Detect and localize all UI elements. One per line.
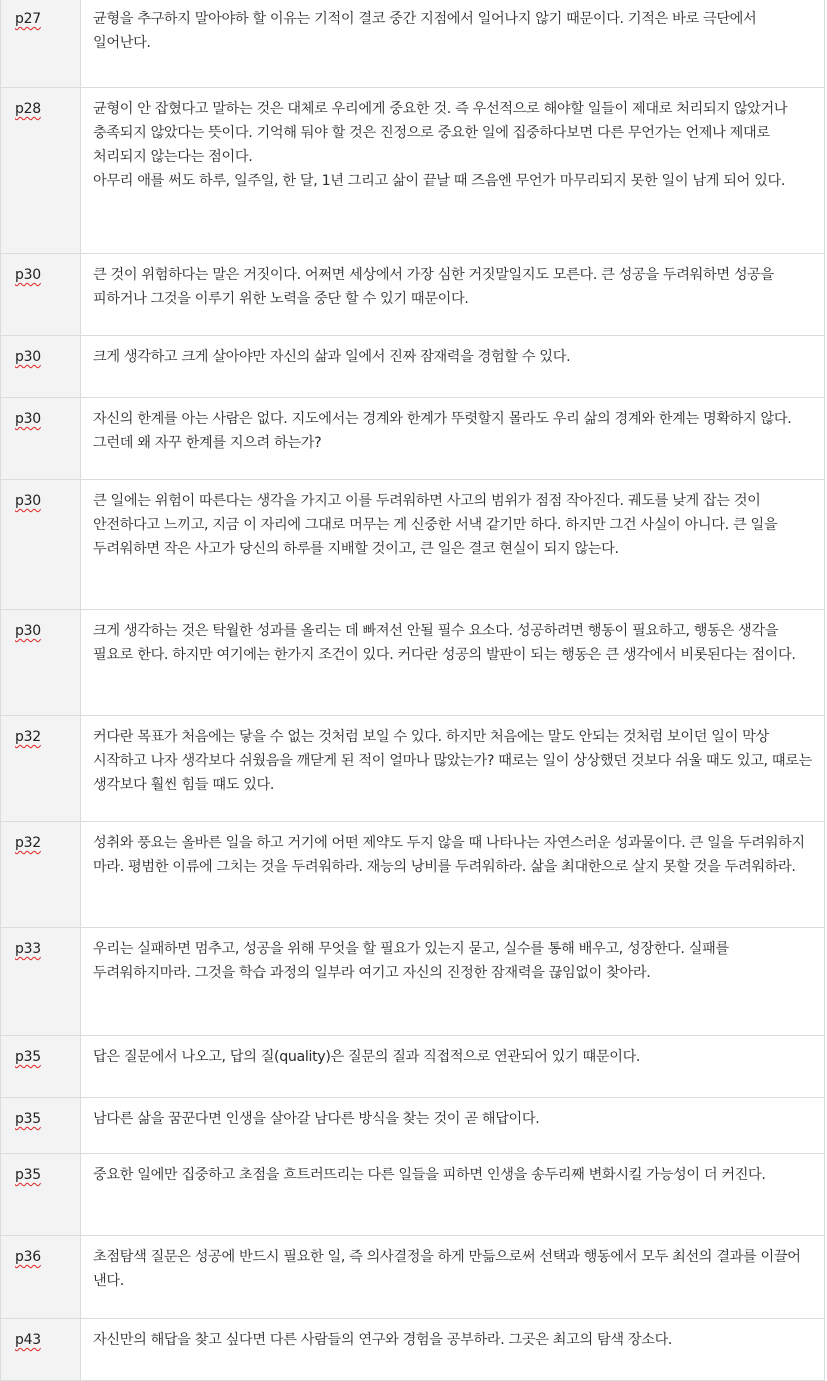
table-row bbox=[1, 1154, 825, 1236]
table-row bbox=[1, 398, 825, 480]
note-text: 초점탐색 질문은 성공에 반드시 필요한 일, 즉 의사결정을 하게 만듦으로써 선택과 행동에서 모두 최선의 결과를 이끌어 낸다. bbox=[81, 1236, 825, 1319]
page-ref: p32 bbox=[15, 729, 41, 745]
table-row bbox=[1, 1319, 825, 1381]
note-text: 커다란 목표가 처음에는 닿을 수 없는 것처럼 보일 수 있다. 하지만 처음에는 말도 안되는 것처럼 보이던 일이 막상 시작하고 나자 생각보다 쉬웠음을 깨닫게 된 적이 얼마나 많았는가? 때로는 일이 상상했던 것보다 쉬울 때도 있고, 떄로는 생각보다 훨씬 힘들 떄도 있다. bbox=[81, 716, 825, 822]
table-row bbox=[1, 0, 825, 88]
page-ref-cell bbox=[1, 1036, 81, 1098]
note-text: 자신만의 해답을 찾고 싶다면 다른 사람들의 연구와 경험을 공부하라. 그곳은 최고의 탐색 장소다. bbox=[81, 1319, 825, 1381]
page-ref: p30 bbox=[15, 267, 41, 283]
table-row bbox=[1, 822, 825, 928]
page-ref-cell bbox=[1, 336, 81, 398]
page-ref: p28 bbox=[15, 101, 41, 117]
table-row bbox=[1, 610, 825, 716]
note-text: 큰 일에는 위험이 따른다는 생각을 가지고 이를 두려워하면 사고의 범위가 점점 작아진다. 궤도를 낮게 잡는 것이 안전하다고 느끼고, 지금 이 자리에 그대로 머무는 게 신중한 서낵 같기만 하다. 하지만 그건 사실이 아니다. 큰 일을 두려워하면 작은 사고가 당신의 하루를 지배할 것이고, 큰 일은 결코 현실이 되지 않는다. bbox=[81, 480, 825, 610]
page-ref-cell bbox=[1, 480, 81, 610]
table-row bbox=[1, 1098, 825, 1154]
page-ref: p30 bbox=[15, 349, 41, 365]
page-ref-cell bbox=[1, 398, 81, 480]
page-ref: p30 bbox=[15, 623, 41, 639]
page-ref-cell bbox=[1, 822, 81, 928]
page-ref: p33 bbox=[15, 941, 41, 957]
page-ref: p30 bbox=[15, 411, 41, 427]
table-row bbox=[1, 336, 825, 398]
note-text: 균형을 추구하지 말아야하 할 이유는 기적이 결코 중간 지점에서 일어나지 않기 때문이다. 기적은 바로 극단에서 일어난다. bbox=[81, 0, 825, 88]
note-text: 크게 생각하는 것은 탁월한 성과를 올리는 데 빠져선 안될 필수 요소다. 성공하려면 행동이 필요하고, 행동은 생각을 필요로 한다. 하지만 여기에는 한가지 조건이 있다. 커다란 성공의 발판이 되는 행동은 큰 생각에서 비롯된다는 점이다. bbox=[81, 610, 825, 716]
page-ref: p27 bbox=[15, 11, 41, 27]
page-ref-cell bbox=[1, 0, 81, 88]
page-ref: p36 bbox=[15, 1249, 41, 1265]
page-ref-cell bbox=[1, 1098, 81, 1154]
note-text: 우리는 실패하면 멈추고, 성공을 위해 무엇을 할 필요가 있는지 묻고, 실수를 통해 배우고, 성장한다. 실패를 두려워하지마라. 그것을 학습 과정의 일부라 여기고 자신의 진정한 잠재력을 끊임없이 찾아라. bbox=[81, 928, 825, 1036]
table-row bbox=[1, 928, 825, 1036]
note-text: 중요한 일에만 집중하고 초점을 흐트러뜨리는 다른 일들을 피하면 인생을 송두리째 변화시킬 가능성이 더 커진다. bbox=[81, 1154, 825, 1236]
note-text: 성취와 풍요는 올바른 일을 하고 거기에 어떤 제약도 두지 않을 때 나타나는 자연스러운 성과물이다. 큰 일을 두려워하지 마라. 평범한 이류에 그치는 것을 두려워하라. 재능의 낭비를 두려워하라. 삶을 최대한으로 살지 못할 것을 두려워하라. bbox=[81, 822, 825, 928]
page-ref-cell bbox=[1, 610, 81, 716]
page-ref-cell bbox=[1, 716, 81, 822]
page-ref: p32 bbox=[15, 835, 41, 851]
note-text: 남다른 삶을 꿈꾼다면 인생을 살아갈 남다른 방식을 찾는 것이 곧 해답이다. bbox=[81, 1098, 825, 1154]
page-ref: p43 bbox=[15, 1332, 41, 1348]
page-ref-cell bbox=[1, 1154, 81, 1236]
page-ref: p35 bbox=[15, 1049, 41, 1065]
page-ref: p30 bbox=[15, 493, 41, 509]
page-ref-cell bbox=[1, 254, 81, 336]
page-ref-cell bbox=[1, 928, 81, 1036]
table-row bbox=[1, 480, 825, 610]
table-row bbox=[1, 1036, 825, 1098]
page-ref-cell bbox=[1, 88, 81, 254]
table-row bbox=[1, 716, 825, 822]
note-text: 답은 질문에서 나오고, 답의 질(quality)은 질문의 질과 직접적으로 연관되어 있기 떄문이다. bbox=[81, 1036, 825, 1098]
page-ref-cell bbox=[1, 1319, 81, 1381]
note-text: 큰 것이 위험하다는 말은 거짓이다. 어쩌면 세상에서 가장 심한 거짓말일지도 모른다. 큰 성공을 두려워하면 성공을 피하거나 그것을 이루기 위한 노력을 중단 할 수 있기 때문이다. bbox=[81, 254, 825, 336]
table-row bbox=[1, 1236, 825, 1319]
page-ref: p35 bbox=[15, 1167, 41, 1183]
page-ref: p35 bbox=[15, 1111, 41, 1127]
note-text: 균형이 안 잡혔다고 말하는 것은 대체로 우리에게 중요한 것. 즉 우선적으로 해야할 일들이 제대로 처리되지 않았거나 충족되지 않았다는 뜻이다. 기억해 둬야 할 것은 진정으로 중요한 일에 집중하다보면 다른 무언가는 언제나 제대로 처리되지 않는다는 점이다. 아무리 애를 써도 하루, 일주일, 한 달, 1년 그리고 삶이 끝날 때 즈음엔 무언가 마무리되지 못한 일이 남게 되어 있다. bbox=[81, 88, 825, 254]
table-row bbox=[1, 254, 825, 336]
page-ref-cell bbox=[1, 1236, 81, 1319]
table-row bbox=[1, 88, 825, 254]
note-text: 자신의 한계를 아는 사람은 없다. 지도에서는 경계와 한계가 뚜렷할지 몰라도 우리 삶의 경계와 한계는 명확하지 않다.그런데 왜 자꾸 한계를 지으려 하는가? bbox=[81, 398, 825, 480]
note-text: 크게 생각하고 크게 살아야만 자신의 삶과 일에서 진짜 잠재력을 경험할 수 있다. bbox=[81, 336, 825, 398]
